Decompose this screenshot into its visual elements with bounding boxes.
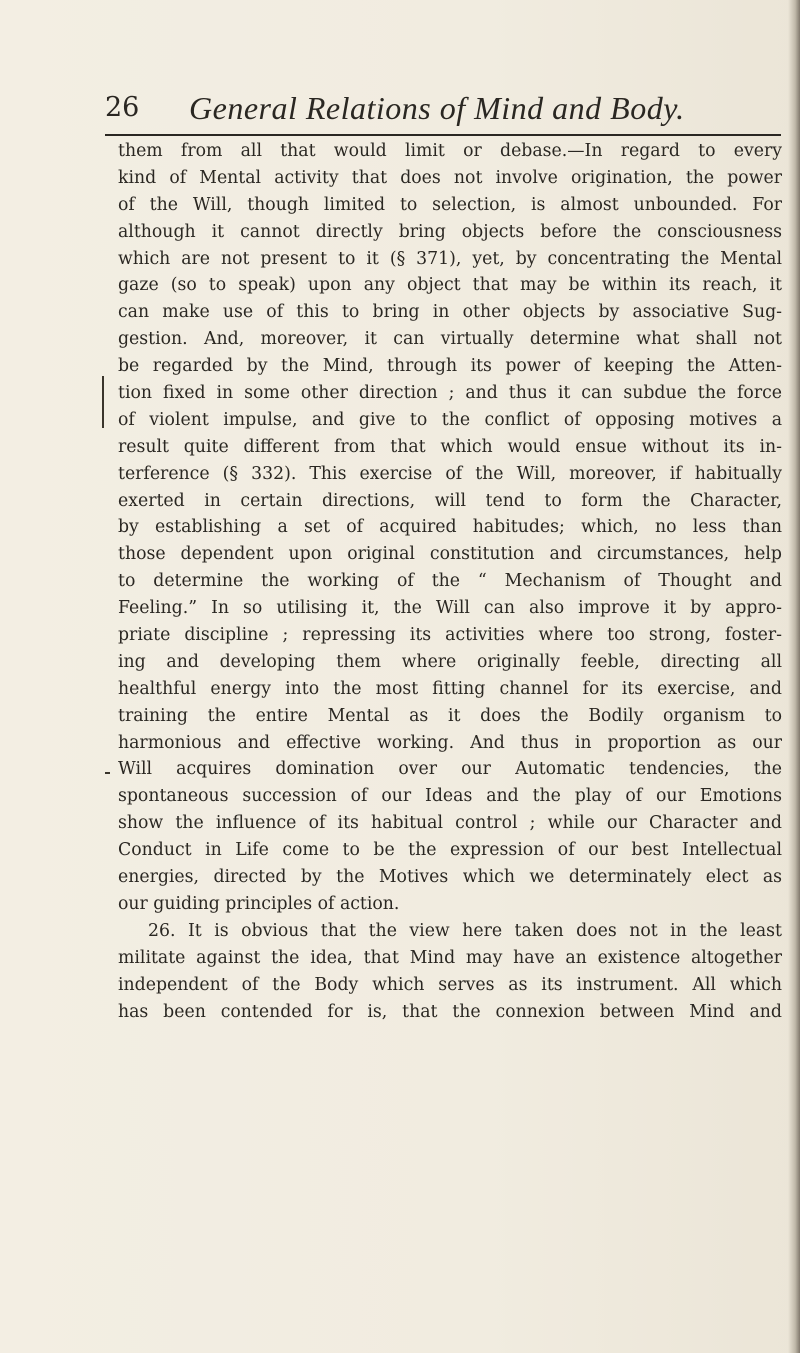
header-rule <box>105 134 781 136</box>
page-number: 26 <box>105 92 140 123</box>
text-line: be regarded by the Mind, through its power of keeping the Atten- <box>118 356 782 377</box>
body-text <box>118 138 782 1025</box>
text-line: can make use of this to bring in other objects by associative Sug- <box>118 302 782 323</box>
text-line: spontaneous succession of our Ideas and the play of our Emotions <box>118 786 782 807</box>
text-line: those dependent upon original constitution and circumstances, help <box>118 544 782 565</box>
text-line: energies, directed by the Motives which we determinately elect as <box>118 867 782 888</box>
text-line: gaze (so to speak) upon any object that may be within its reach, it <box>118 275 782 296</box>
text-line: which are not present to it (§ 371), yet, by concentrating the Mental <box>118 248 782 269</box>
text-line: although it cannot directly bring objects before the consciousness <box>118 221 782 242</box>
text-line: by establishing a set of acquired habitudes; which, no less than <box>118 517 782 538</box>
text-line: Conduct in Life come to be the expression of our best Intellectual <box>118 840 782 861</box>
text-line: priate discipline ; repressing its activities where too strong, foster- <box>118 625 782 646</box>
text-line: of the Will, though limited to selection, is almost unbounded. For <box>118 194 782 215</box>
text-line: tion fixed in some other direction ; and thus it can subdue the force <box>118 383 782 404</box>
margin-mark <box>102 376 104 428</box>
text-line: Will acquires domination over our Automatic tendencies, the <box>118 759 782 780</box>
page-edge-shadow <box>788 0 800 1353</box>
text-line: has been contended for is, that the connexion between Mind and <box>118 1001 782 1022</box>
margin-dot <box>105 772 110 774</box>
section-start-line: 26. It is obvious that the view here taken does not in the least <box>148 920 782 941</box>
text-line: show the influence of its habitual control ; while our Character and <box>118 813 782 834</box>
text-line: of violent impulse, and give to the conflict of opposing motives a <box>118 409 782 430</box>
text-line: healthful energy into the most fitting channel for its exercise, and <box>118 678 782 699</box>
text-line: gestion. And, moreover, it can virtually determine what shall not <box>118 329 782 350</box>
text-line: ing and developing them where originally feeble, directing all <box>118 651 782 672</box>
text-line: terference (§ 332). This exercise of the Will, moreover, if habitually <box>118 463 782 484</box>
page-header <box>105 92 781 136</box>
text-line: Feeling.” In so utilising it, the Will can also improve it by appro- <box>118 598 782 619</box>
text-line: to determine the working of the “ Mechanism of Thought and <box>118 571 782 592</box>
text-line: our guiding principles of action. <box>118 893 400 914</box>
text-line: independent of the Body which serves as its instrument. All which <box>118 974 782 995</box>
text-line: them from all that would limit or debase.—In regard to every <box>118 141 782 161</box>
text-line: harmonious and effective working. And thus in proportion as our <box>118 732 782 753</box>
text-line: exerted in certain directions, will tend to form the Character, <box>118 490 782 511</box>
running-head: General Relations of Mind and Body. <box>189 90 685 126</box>
text-line: kind of Mental activity that does not involve origination, the power <box>118 167 782 188</box>
text-line: militate against the idea, that Mind may have an existence altogether <box>118 947 782 968</box>
text-line: result quite different from that which would ensue without its in- <box>118 436 782 457</box>
text-line: training the entire Mental as it does the Bodily organism to <box>118 705 782 726</box>
